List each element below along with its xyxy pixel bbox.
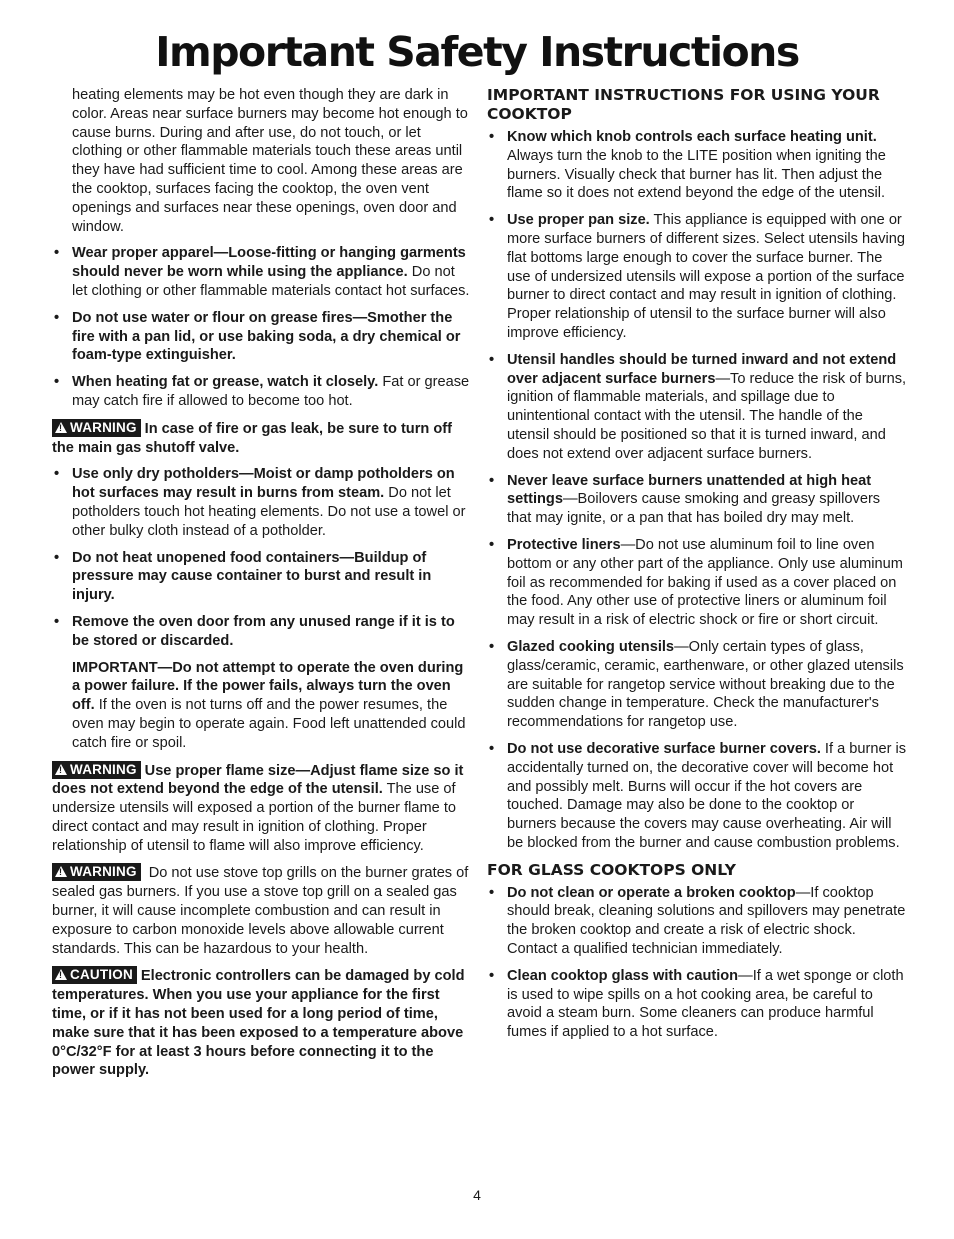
bullet-text: Do not let clothing or other flammable materials contact hot surfaces. — [72, 264, 470, 299]
bullet-bold: Do not heat unopened food containers—Buildup of pressure may cause container to burst and result in injury. — [72, 549, 432, 604]
caution-text: Electronic controllers can be damaged by cold temperatures. When you use your appliance for the first time, or if it has not been used for a long period of time, make sure that it has been exposed to a temperature above 0°C/32°F for at least 3 hours before connecting it to the power supply. — [52, 968, 465, 1079]
bullet-icon: • — [54, 549, 60, 566]
bullet-icon: • — [489, 129, 495, 145]
bullet-text: —To reduce the risk of burns, ignition of flammable materials, and spillage due to unintentional contact with the utensil. The handle of the utensil should be positioned so that it is turned inward, and does not extend over adjacent surface burners. — [507, 370, 907, 462]
bullet-icon: • — [489, 351, 495, 368]
warning-notice — [52, 863, 472, 958]
page-number: 4 — [473, 1187, 481, 1203]
bullet-text: —Only certain types of glass, glass/ceramic, ceramic, earthenware, or other glazed utensils are suitable for rangetop service without breaking due to the sudden change in temperature. Check the manufacturer's recommendations for rangetop use. — [507, 638, 904, 731]
section-heading-glass: FOR GLASS COOKTOPS ONLY — [487, 860, 736, 879]
list-item — [487, 536, 907, 630]
warning-notice — [52, 761, 472, 856]
section-heading-cooktop: IMPORTANT INSTRUCTIONS FOR USING YOUR COOKTOP — [487, 86, 880, 123]
list-item — [52, 549, 472, 605]
bullet-text: This appliance is equipped with one or more surface burners of different sizes. Select utensils having flat bottoms large enough to cover the surface burner. The use of undersized utensils will expose a portion of the surface burner to direct contact and may result in ignition of clothing. Proper relationship of utensil to the surface burner will also improve efficiency. — [507, 212, 906, 341]
caution-notice — [52, 966, 472, 1080]
list-item — [52, 244, 472, 300]
bullet-icon: • — [54, 309, 60, 326]
warning-notice — [52, 419, 472, 458]
left-column — [52, 86, 472, 1088]
bullet-text: —Boilovers cause smoking and greasy spillovers that may ignite, or a pan that has boiled dry may melt. — [507, 491, 881, 527]
list-item — [487, 211, 907, 343]
important-paragraph: IMPORTANT—Do not attempt to operate the oven during a power failure. If the power fails, always turn the oven off. If the oven is not turns off and the power resumes, the oven may begin to operate again. Food left unattended could catch fire or spoil. — [72, 659, 466, 751]
bullet-text: Fat or grease may catch fire if allowed to become too hot. — [72, 374, 470, 409]
bullet-bold: Do not clean or operate a broken cooktop — [507, 884, 796, 901]
list-item — [52, 465, 472, 540]
right-column — [487, 86, 907, 1050]
bullet-icon: • — [54, 466, 60, 483]
bullet-icon: • — [489, 536, 495, 553]
bullet-icon: • — [489, 638, 495, 655]
bullet-bold: Know which knob controls each surface heating unit. — [507, 129, 877, 145]
bullet-text: Always turn the knob to the LITE position when igniting the burners. Visually check that burner has lit. Then adjust the flame so it does not extend beyond the edge of the utensil. — [507, 147, 886, 202]
warning-triangle-icon: ! — [55, 422, 67, 433]
bullet-icon: • — [489, 740, 495, 757]
warning-badge: ! WARNING — [52, 863, 141, 881]
warning-body: The use of undersize utensils will exposed a portion of the burner flame to direct contact and may result in ignition of clothing. Proper relationship of utensil to flame will also improve efficiency. — [52, 781, 456, 854]
bullet-bold: Clean cooktop glass with caution — [507, 967, 739, 984]
bullet-bold: Never leave surface burners unattended at high heat settings — [507, 472, 872, 508]
caution-triangle-icon: ! — [55, 969, 67, 980]
page-title: Important Safety Instructions — [155, 28, 799, 76]
list-item — [487, 638, 907, 732]
bullet-icon: • — [54, 613, 60, 630]
bullet-bold: Utensil handles should be turned inward and not extend over adjacent surface burners — [507, 351, 897, 387]
bullet-bold: Protective liners — [507, 536, 621, 553]
warning-triangle-icon: ! — [55, 764, 67, 775]
list-item — [487, 128, 907, 203]
list-item — [52, 309, 472, 365]
warning-text: In case of fire or gas leak, be sure to turn off the main gas shutoff valve. — [52, 420, 453, 456]
bullet-bold: Use proper pan size. — [507, 212, 650, 229]
bullet-text: Do not let potholders touch hot heating elements. Do not use a towel or other bulky cloth instead of a potholder. — [72, 485, 466, 539]
bullet-bold: When heating fat or grease, watch it closely. — [72, 374, 379, 391]
list-item — [52, 373, 472, 411]
bullet-text: —Do not use aluminum foil to line oven bottom or any other part of the appliance. Only use aluminum foil as recommended for baking if used as a cover placed on the food. Any other use of protective liners or aluminum foil may result in a risk of electric shock or fire or short circuit. — [507, 536, 903, 629]
bullet-text: If a burner is accidentally turned on, the decorative cover will become hot and possibly melt. Burns will occur if the hot covers are touched. Damage may also be done to the cooktop or burners because the covers may cause overheating. Air will be blocked from the burner and cause combustion problems. — [507, 740, 907, 851]
bullet-icon: • — [54, 245, 60, 262]
list-item — [487, 472, 907, 528]
list-item — [487, 740, 907, 853]
bullet-icon: • — [489, 212, 495, 229]
intro-paragraph: heating elements may be hot even though they are dark in color. Areas near surface burners may become hot enough to cause burns. During and after use, do not touch, or let clothing or other flammable materials touch these areas until they have had sufficient time to cool. Among these areas are the cooktop, surfaces facing the cooktop, the oven vent openings and surfaces near these openings, oven door and window. — [72, 87, 468, 235]
bullet-bold: Wear proper apparel—Loose-fitting or hanging garments should never be worn while using the appliance. — [72, 245, 466, 281]
warning-badge: ! WARNING — [52, 761, 141, 779]
list-item — [487, 967, 907, 1042]
bullet-icon: • — [489, 967, 495, 984]
warning-badge: ! WARNING — [52, 419, 141, 437]
bullet-text: —If a wet sponge or cloth is used to wipe spills on a hot cooking area, be careful to avoid a steam burn. Some cleaners can produce harmful fumes if applied to a hot surface. — [507, 967, 904, 1041]
bullet-bold: Remove the oven door from any unused range if it is to be stored or discarded. — [72, 613, 455, 649]
bullet-bold: Glazed cooking utensils — [507, 638, 675, 655]
warning-text: Use proper flame size—Adjust flame size so it does not extend beyond the edge of the utensil. — [52, 762, 464, 798]
bullet-icon: • — [489, 884, 495, 901]
caution-badge: ! CAUTION — [52, 966, 137, 984]
list-item — [487, 884, 907, 959]
bullet-bold: Do not use decorative surface burner covers. — [507, 740, 821, 757]
bullet-icon: • — [489, 472, 495, 489]
bullet-icon: • — [54, 374, 60, 391]
warning-triangle-icon: ! — [55, 866, 67, 877]
bullet-text: —If cooktop should break, cleaning solutions and spillovers may penetrate the broken cooktop and create a risk of electric shock. Contact a qualified technician immediately. — [507, 884, 906, 958]
bullet-bold: Use only dry potholders—Moist or damp potholders on hot surfaces may result in burns from steam. — [72, 466, 455, 502]
bullet-bold: Do not use water or flour on grease fires—Smother the fire with a pan lid, or use baking soda, a dry chemical or foam-type extinguisher. — [72, 309, 461, 364]
list-item — [487, 351, 907, 464]
list-item — [52, 613, 472, 651]
warning-body: Do not use stove top grills on the burner grates of sealed gas burners. If you use a stove top grill on a sealed gas burner, it will cause incomplete combustion and can result in exposure to carbon monoxide levels above allowable current standards. This can be hazardous to your health. — [52, 865, 469, 957]
